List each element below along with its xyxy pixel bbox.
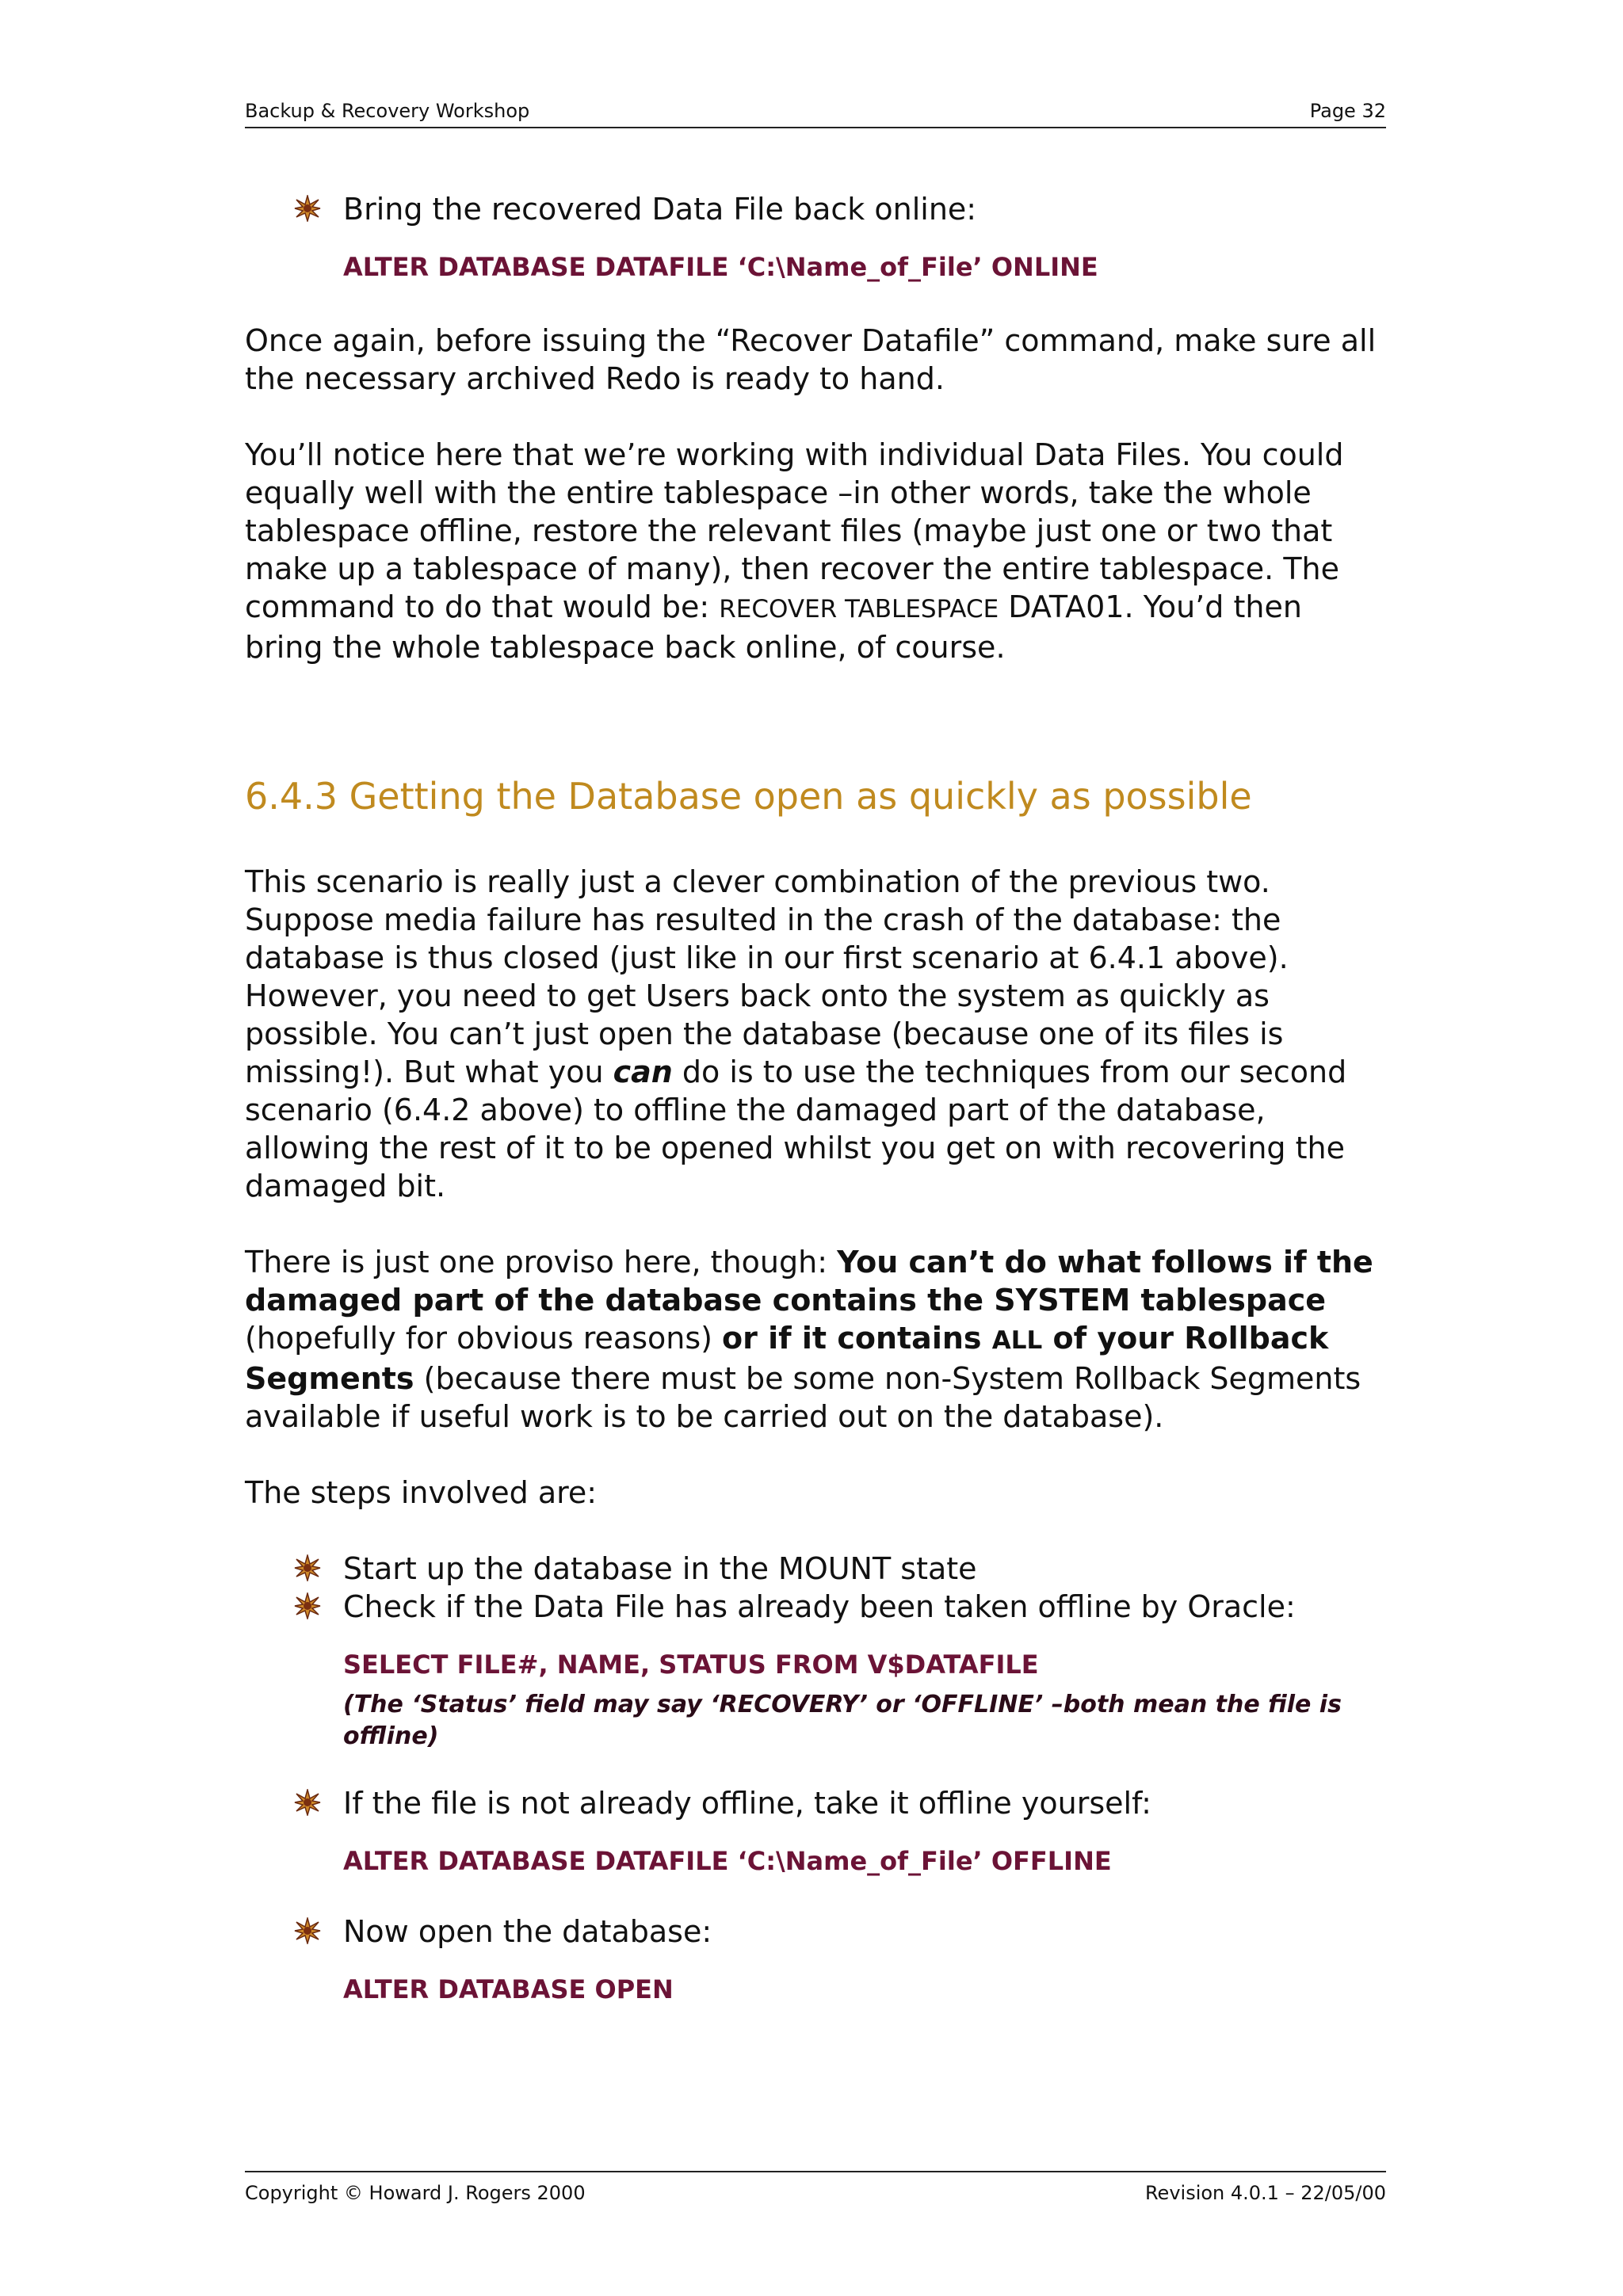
- code-line: SELECT FILE#, NAME, STATUS FROM V$DATAFILE: [343, 1650, 1039, 1680]
- bullet-text: Check if the Data File has already been taken offline by Oracle:: [343, 1589, 1296, 1624]
- bold-text: of your Rollback Segments: [245, 1321, 1329, 1396]
- code-line: ALTER DATABASE OPEN: [343, 1974, 674, 2004]
- paragraph: Once again, before issuing the “Recover Datafile” command, make sure all the necessary archived Redo is ready to hand.: [245, 323, 1377, 396]
- code-line: ALTER DATABASE DATAFILE ‘C:\Name_of_File’ OFFLINE: [343, 1846, 1112, 1876]
- bullet-item: [245, 1550, 1386, 1588]
- section-heading: 6.4.3 Getting the Database open as quickly as possible: [245, 775, 1252, 818]
- paragraph: [245, 1243, 1386, 1436]
- text-span: DATA01. You’d then bring the whole tablespace back online, of course.: [245, 589, 1302, 665]
- emphasis-text: can: [613, 1055, 673, 1089]
- header-title: Backup & Recovery Workshop: [245, 100, 530, 122]
- code-line: ALTER DATABASE DATAFILE ‘C:\Name_of_File’ ONLINE: [343, 252, 1098, 282]
- bullet-star-icon: [294, 1554, 321, 1581]
- bullet-item: [245, 1588, 1386, 1626]
- page-content: [245, 190, 1386, 2006]
- bullet-text: Start up the database in the MOUNT state: [343, 1551, 977, 1586]
- bullet-star-icon: [294, 1592, 321, 1619]
- bullet-star-icon: [294, 1789, 321, 1816]
- bullet-text: Now open the database:: [343, 1914, 712, 1949]
- bullet-item: [245, 1913, 1386, 1951]
- copyright-text: Copyright © Howard J. Rogers 2000: [245, 2182, 586, 2204]
- page-number: Page 32: [1309, 100, 1386, 122]
- bullet-text: If the file is not already offline, take it offline yourself:: [343, 1786, 1151, 1821]
- text-span: (hopefully for obvious reasons): [245, 1321, 723, 1356]
- text-span: There is just one proviso here, though:: [245, 1245, 838, 1280]
- text-span: You’ll notice here that we’re working with individual Data Files. You could equally well with the entire tablespace –in other words, take the whole tablespace offline, restore the relevant files (maybe just one or two that make up a tablespace of many), then recover the entire tablespace. The command to do that would be:: [245, 437, 1344, 624]
- paragraph: [245, 436, 1386, 666]
- bullet-item: [245, 190, 1386, 228]
- small-caps-text: RECOVER TABLESPACE: [719, 595, 999, 624]
- bullet-text: Bring the recovered Data File back online:: [343, 192, 977, 227]
- paragraph: [245, 863, 1386, 1205]
- small-caps-text: ALL: [991, 1326, 1043, 1355]
- code-note: (The ‘Status’ field may say ‘RECOVERY’ or ‘OFFLINE’ –both mean the file is offline): [343, 1691, 1342, 1750]
- text-span: This scenario is really just a clever combination of the previous two. Suppose media failure has resulted in the crash of the database: the database is thus closed (just like in our first scenario at 6.4.1 above). However, you need to get Users back onto the system as quickly as possible. You can’t just open the database (because one of its files is missing!). But what you: [245, 864, 1289, 1089]
- page-footer: [245, 2171, 1386, 2212]
- bullet-star-icon: [294, 1917, 321, 1944]
- revision-text: Revision 4.0.1 – 22/05/00: [1144, 2182, 1386, 2204]
- bold-text: or if it contains: [722, 1321, 992, 1356]
- bold-text: You can’t do what follows if the damaged part of the database contains the SYSTEM tablespace: [245, 1245, 1373, 1318]
- page-header: [245, 95, 1386, 128]
- text-span: do is to use the techniques from our second scenario (6.4.2 above) to offline the damaged part of the database, allowing the rest of it to be opened whilst you get on with recovering the damaged bit.: [245, 1055, 1347, 1203]
- text-span: (because there must be some non-System Rollback Segments available if useful work is to be carried out on the database).: [245, 1361, 1361, 1434]
- bullet-item: [245, 1784, 1386, 1822]
- paragraph: The steps involved are:: [245, 1475, 598, 1510]
- bullet-star-icon: [294, 195, 321, 222]
